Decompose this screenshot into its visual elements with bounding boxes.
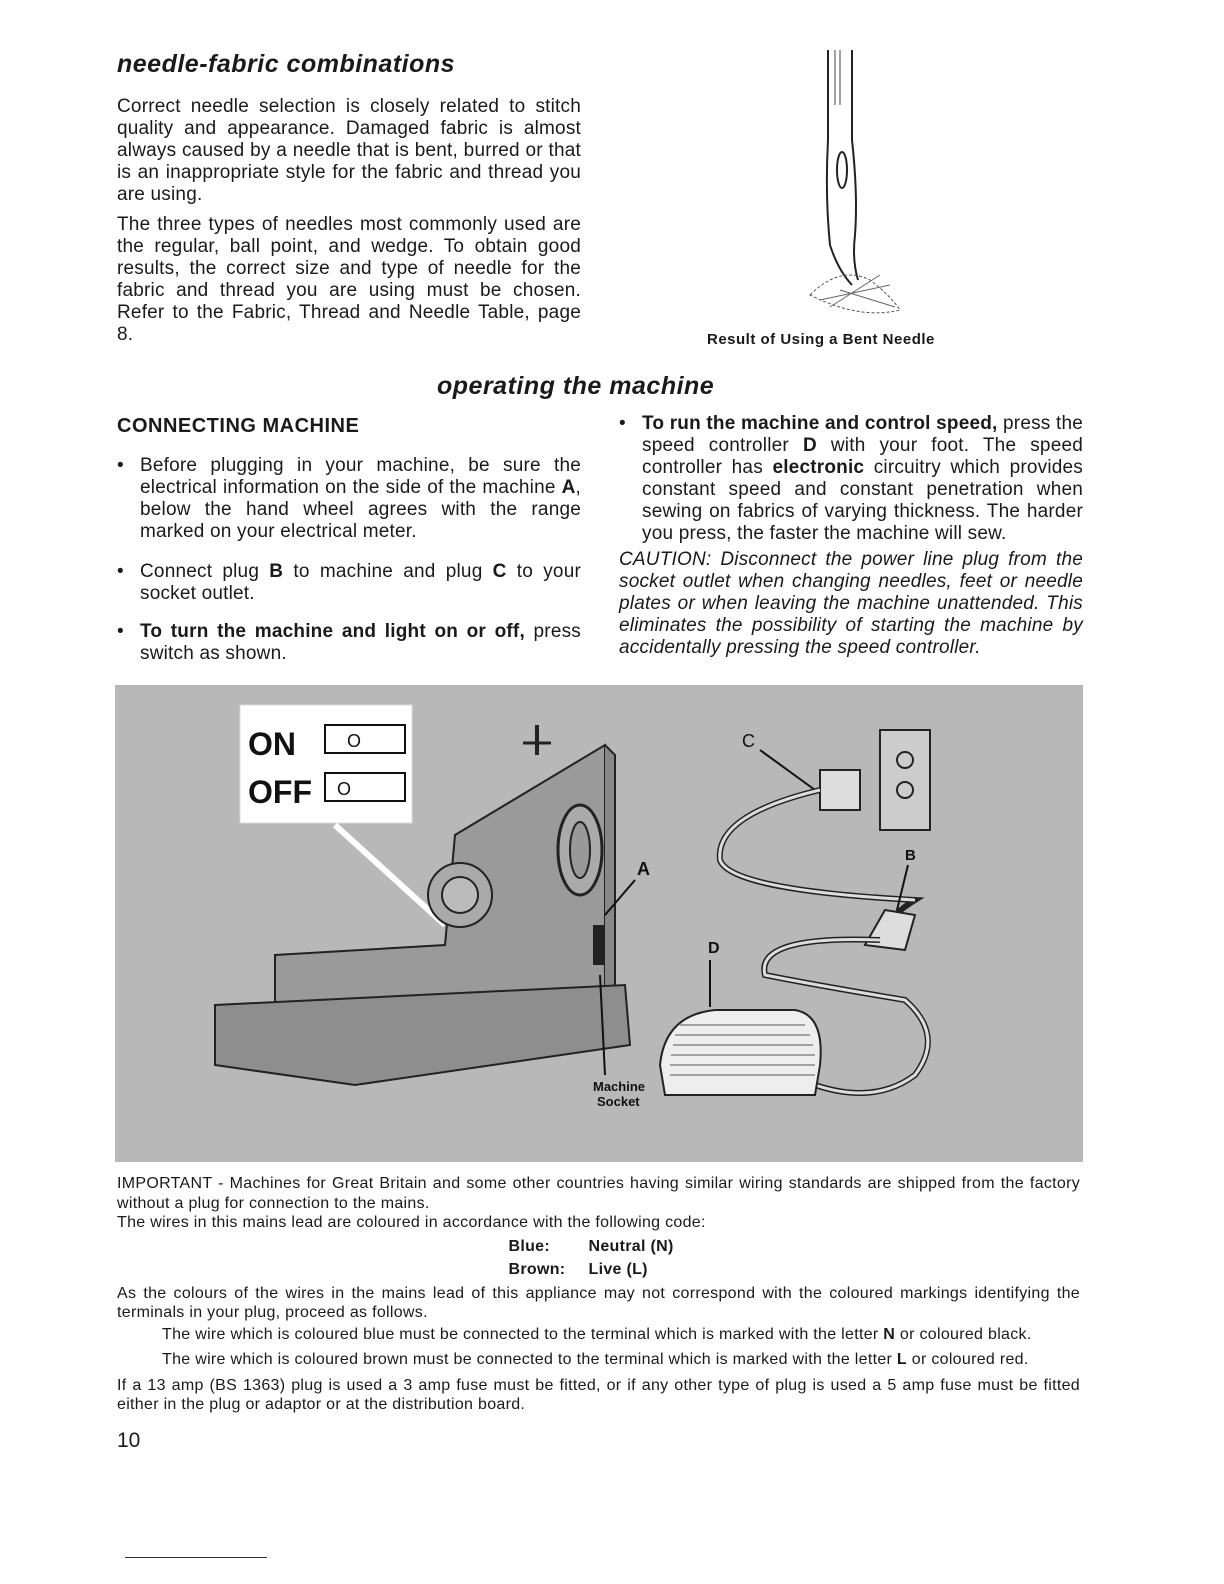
bent-needle-figure bbox=[780, 45, 940, 325]
page-number: 10 bbox=[117, 1428, 141, 1452]
label-b: B bbox=[905, 847, 916, 864]
text: to your socket outlet. bbox=[140, 561, 581, 604]
label-d-ref: D bbox=[802, 435, 817, 456]
bullet-item bbox=[117, 561, 581, 605]
paragraph: IMPORTANT - Machines for Great Britain and some other countries having similar wiring standards are shipped from the factory without a plug for connection to the mains. bbox=[117, 1175, 1080, 1212]
section-title-operating: operating the machine bbox=[437, 372, 715, 400]
paragraph bbox=[117, 1350, 1080, 1370]
wire-meaning: Live (L) bbox=[588, 1261, 648, 1278]
paragraph bbox=[117, 1325, 1080, 1345]
text: to machine and plug bbox=[283, 561, 493, 582]
bullet-item bbox=[117, 621, 581, 665]
switch-mark: O bbox=[337, 779, 352, 799]
paragraph: As the colours of the wires in the mains lead of this appliance may not correspond with the coloured markings identifying the terminals in your plug, proceed as follows. bbox=[117, 1284, 1080, 1321]
text: press the speed controller bbox=[642, 413, 1083, 456]
text-bold: To run the machine and control speed, bbox=[642, 413, 998, 434]
text: with your foot. The speed controller has bbox=[642, 435, 1083, 478]
wire-meaning: Neutral (N) bbox=[588, 1237, 674, 1255]
text: , below the hand wheel agrees with the range marked on your electrical meter. bbox=[140, 477, 581, 542]
figure-caption: Result of Using a Bent Needle bbox=[707, 331, 935, 348]
label-a-ref: A bbox=[561, 477, 576, 498]
important-notice bbox=[117, 1174, 1080, 1415]
label-b-ref: B bbox=[269, 561, 284, 582]
caution-text: CAUTION: Disconnect the power line plug from the socket outlet when changing needles, feet or needle plates or when leaving the machine unattended. This eliminates the possibility of starting the machine by accidentally pressing the speed controller. bbox=[619, 549, 1083, 658]
bullet-item bbox=[619, 413, 1083, 545]
text-bold: electronic bbox=[772, 457, 865, 478]
paragraph: The wires in this mains lead are coloured in accordance with the following code: bbox=[117, 1214, 706, 1231]
text-bold: To turn the machine and light on or off, bbox=[140, 621, 525, 642]
operating-content bbox=[115, 413, 1083, 1453]
switch-mark: O bbox=[347, 731, 362, 751]
two-columns bbox=[115, 413, 1083, 679]
bullet-item bbox=[117, 455, 581, 543]
label-c: C bbox=[742, 731, 755, 751]
label-c-ref: C bbox=[492, 561, 507, 582]
text: Before plugging in your machine, be sure the electrical information on the side of the machine bbox=[140, 455, 581, 498]
on-label: ON bbox=[248, 726, 296, 762]
paragraph: The three types of needles most commonly used are the regular, ball point, and wedge. To obtain good results, the correct size and type of needle for the fabric and thread you are using must be chosen. Refer to the Fabric, Thread and Needle Table, page 8. bbox=[117, 214, 581, 345]
divider bbox=[125, 1557, 267, 1558]
wire-colour: Brown: bbox=[508, 1261, 566, 1278]
subheading-connecting: CONNECTING MACHINE bbox=[117, 415, 360, 437]
off-label: OFF bbox=[248, 774, 312, 810]
text-bold: N bbox=[883, 1325, 896, 1343]
socket-label-2: Socket bbox=[597, 1094, 640, 1109]
text: The wire which is coloured blue must be connected to the terminal which is marked with the letter bbox=[162, 1325, 884, 1343]
text: or coloured red. bbox=[907, 1351, 1029, 1368]
label-d: D bbox=[708, 940, 720, 957]
wire-code-row bbox=[117, 1260, 1080, 1280]
text-bold: L bbox=[896, 1351, 907, 1368]
wire-colour: Blue: bbox=[508, 1237, 550, 1255]
wire-code-row bbox=[117, 1237, 1080, 1257]
text: circuitry which provides constant speed and constant penetration when sewing on fabrics of varying thickness. The harder you press, the faster the machine will sew. bbox=[642, 457, 1084, 544]
paragraph: Correct needle selection is closely related to stitch quality and appearance. Damaged fabric is almost always caused by a needle that is bent, burred or that is an inappropriate style for the fabric and thread you are using. bbox=[117, 96, 581, 205]
right-column bbox=[619, 413, 1083, 659]
left-column bbox=[117, 413, 581, 679]
label-a: A bbox=[637, 859, 650, 879]
socket-label-1: Machine bbox=[593, 1079, 646, 1094]
speed-controller bbox=[660, 1010, 821, 1095]
text: Connect plug bbox=[140, 561, 270, 582]
needle-fabric-text bbox=[117, 96, 581, 354]
paragraph: If a 13 amp (BS 1363) plug is used a 3 amp fuse must be fitted, or if any other type of plug is used a 5 amp fuse must be fitted either in the plug or adaptor or at the distribution board. bbox=[117, 1376, 1080, 1413]
machine-connection-illustration bbox=[115, 685, 1083, 1162]
section-title-needle-fabric: needle-fabric combinations bbox=[117, 50, 456, 78]
switch-on-rocker bbox=[325, 725, 405, 753]
text: or coloured black. bbox=[895, 1325, 1032, 1343]
text: The wire which is coloured brown must be connected to the terminal which is marked with the letter bbox=[162, 1351, 897, 1368]
text: press switch as shown. bbox=[140, 621, 581, 664]
